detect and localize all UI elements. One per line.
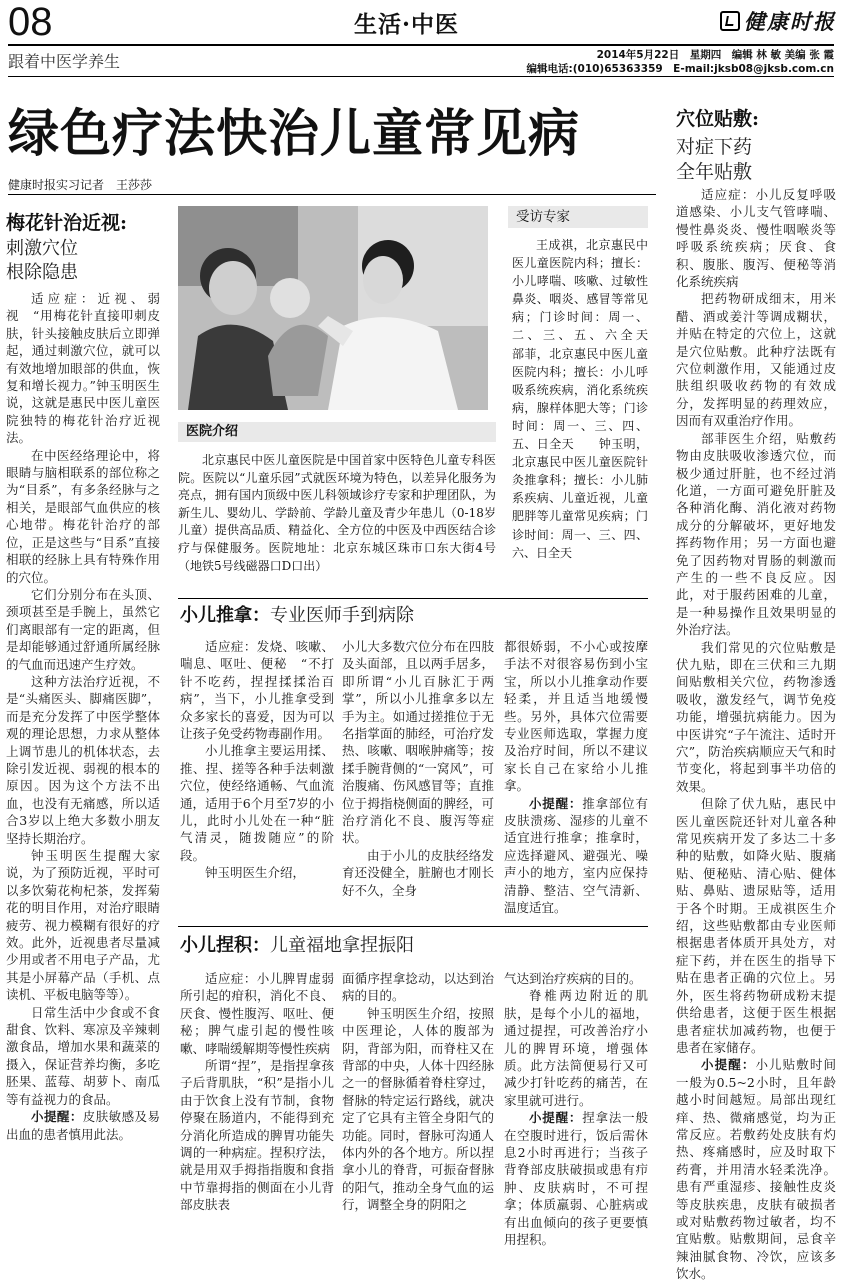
paragraph: 小儿大多数穴位分布在四肢及头面部，且以两手居多，即所谓“小儿百脉汇于两掌”，所以小儿推拿多以左手为主。如通过搓推位于无名指掌面的肺经，可治疗发热、咳嗽、咽喉肿痛等；按揉手腕背侧的“一窝风”，可治腹痛、伤风感冒等；直推位于拇指桡侧面的脾经，可治疗消化不良、腹泻等症状。	[342, 639, 494, 846]
tip-label: 小提醒：	[701, 1057, 756, 1073]
page-number: 08	[8, 0, 53, 44]
tip-paragraph	[504, 1109, 648, 1248]
tip-label: 小提醒：	[529, 795, 583, 811]
tip-text: 小儿贴敷时间一般为0.5~2小时，且年龄越小时间越短。局部出现红痒、热、微痛感觉，均为正常反应。若敷药处皮肤有灼热、疼痛感时，应及时取下药膏，并用清水轻柔洗净。患有严重湿疹、接触性皮炎等皮肤疾患，皮肤有破损者或对贴敷药物过敏者，均不宜贴敷。贴敷期间，忌食辛辣油腻食物、冷饮，应该多饮水。	[676, 1057, 836, 1282]
hospital-intro-header: 医院介绍	[178, 422, 496, 442]
paragraph: 由于小儿的皮肤经络发育还没健全，脏腑也才刚长好不久，全身	[342, 847, 494, 898]
hospital-intro-box	[178, 422, 496, 590]
paragraph: 脊椎两边附近的肌肤，是每个小儿的福地，通过提捏，可改善治疗小儿的脾胃环境，增强体质。此方法简便易行又可减少打针吃药的痛苦，在家里就可进行。	[504, 988, 648, 1108]
paragraph: 它们分别分布在头顶、颈项甚至是手腕上，虽然它们离眼部有一定的距离，但是却能够通过舒通所属经脉的气血而迅速产生疗效。	[6, 586, 160, 672]
paragraph: 但除了伏九贴，惠民中医儿童医院还针对儿童各种常见疾病开发了多达二十多种的贴敷，如降火贴、腹痛贴、便秘贴、清心贴、健体贴、鼻贴、遗尿贴等，适用于各个时期。王成祺医生介绍，这些贴敷都由专业医师根据患者体质开具处方，对症下药，并在医生的指导下贴在患者正确的穴位上。另外，医生将药物研成粉末提供给患者，这便于医生根据患者症状加减药物，也便于患者在家储存。	[676, 796, 836, 1055]
date-line: 2014年5月22日 星期四 编辑 林 敏 美编 张 霞	[596, 49, 834, 61]
experts-box	[508, 206, 673, 596]
s1-subtitle-2: 根除隐患	[6, 262, 78, 283]
s2-col-1	[180, 638, 334, 882]
contact-line: 编辑电话:(010)65363359 E-mail:jksb08@jksb.com.cn	[526, 63, 834, 75]
paragraph: 适应症：发烧、咳嗽、喘息、呕吐、便秘 “不打针不吃药，捏捏揉揉治百病”，当下，小儿推拿受到众多家长的喜爱，因为可以让孩子免受药物毒副作用。	[180, 639, 334, 742]
s3-subtitle: 儿童福地拿捏振阳	[270, 935, 414, 956]
paragraph: 适应症：小儿脾胃虚弱所引起的疳积，消化不良、厌食、慢性腹泻、呕吐、便秘；脾气虚引起的慢性咳嗽、哮喘缓解期等慢性疾病	[180, 971, 334, 1056]
s2-subtitle: 专业医师手到病除	[270, 605, 414, 626]
s3-heading	[180, 934, 414, 958]
tip-paragraph	[676, 1056, 836, 1282]
s3-col-2	[342, 970, 494, 1214]
paragraph: 适应症：近视、弱视 “用梅花针直接叩刺皮肤，针头接触皮肤后立即弹起，通过刺激穴位，就可以有效地增加眼部的供血，恢复和增长视力。”钟玉明医生说，这就是惠民中医儿童医院独特的梅花针治疗近视法。	[6, 291, 160, 446]
s4-subtitle-1: 对症下药	[676, 136, 753, 158]
logo-text: 健康时报	[744, 9, 836, 34]
experts-text: 王成祺，北京惠民中医儿童医院内科；擅长：小儿哮喘、咳嗽、过敏性鼻炎、咽炎、感冒等常见病；门诊时间：周一、二、三、五、六全天 部菲，北京惠民中医儿童医院内科；擅长：小儿呼吸系统疾病，消化系统疾病，腺样体肥大等；门诊时间：周一、三、四、五、日全天 钟玉明，北京惠民中医儿童医院针灸推拿科；擅长：小儿肺系疾病、儿童近视，儿童肥胖等儿童常见疾病；门诊时间：周一、三、四、六、日全天	[512, 238, 673, 560]
section-title: 生活·中医	[354, 11, 460, 38]
s3-title: 小儿捏积：	[180, 935, 270, 956]
tip-paragraph	[504, 795, 648, 917]
paragraph: 适应症：小儿反复呼吸道感染、小儿支气管哮喘、慢性鼻炎炎、慢性咽喉炎等呼吸系统疾病；厌食、食积、腹胀、腹泻、便秘等消化系统疾病	[676, 187, 836, 290]
s2-title: 小儿推拿：	[180, 605, 270, 626]
s1-subtitle-1: 刺激穴位	[6, 238, 78, 259]
tip-label: 小提醒：	[31, 1109, 83, 1125]
s4-title: 穴位贴敷:	[676, 108, 760, 130]
paragraph: 我们常见的穴位贴敷是伏九贴，即在三伏和三九期间贴敷相关穴位，药物渗透吸收，激发经气，调节免疫功能，增强抗病能力。因为中医讲究“子午流注、适时开穴”，防治疾病顺应天气和时节变化，将起到事半功倍的效果。	[676, 639, 836, 794]
tip-text: 捏拿法一般在空腹时进行，饭后需休息2小时再进行；当孩子背脊部皮肤破损或患有疖肿、皮肤病时，不可捏拿；体质羸弱、心脏病或有出血倾向的孩子更要慎用捏积。	[504, 1110, 648, 1248]
logo-mark-icon	[720, 11, 740, 31]
tip-paragraph	[6, 1108, 160, 1143]
paragraph: 部菲医生介绍，贴敷药物由皮肤吸收渗透穴位，而极少通过肝脏，也不经过消化道，一方面可避免肝脏及各种消化酶、消化液对药物成分的分解破坏，更好地发挥药物作用；另一方面也避免了因药物对胃肠的刺激而产生的一些不良反应。因此，对于服药困难的儿童，是一种易操作且效果明显的外治疗法。	[676, 430, 836, 638]
paragraph: 面循序捏拿捻动，以达到治病的目的。	[342, 971, 494, 1004]
paragraph: 都很娇弱，不小心或按摩手法不对很容易伤到小宝宝，所以小儿推拿动作要轻柔，并且适当地缓慢些。另外，具体穴位需要专业医师选取，掌握力度及治疗时间，所以不建议家长自己在家给小儿推拿。	[504, 639, 648, 794]
paragraph: 在中医经络理论中，将眼睛与脑相联系的部位称之为“目系”，有多条经脉与之相关，是眼部气血供应的核心地带。梅花针治疗的部位，正是这些与“目系”直接相联的经脉上具有特殊作用的穴位。	[6, 447, 160, 585]
paragraph: 钟玉明医生介绍，	[205, 865, 306, 881]
s4-body	[676, 186, 836, 1283]
tip-text: 皮肤敏感及易出血的患者慎用此法。	[6, 1109, 160, 1142]
paragraph: 钟玉明医生提醒大家说，为了预防近视，平时可以多饮菊花枸杞茶，发挥菊花的明目作用，对治疗眼睛疲劳、视力模糊有很好的疗效。此外，近视患者尽量减少用或者不用电子产品，尤其是小屏幕产品（手机、点读机、平板电脑等等）。	[6, 848, 160, 1003]
s2-col-3	[504, 638, 648, 917]
s1-title: 梅花针治近视:	[6, 212, 128, 234]
headline: 绿色疗法快治儿童常见病	[8, 104, 581, 164]
s2-col-2	[342, 638, 494, 899]
paragraph: 小儿推拿主要运用揉、推、捏、搓等各种手法刺激穴位，使经络通畅、气血流通，适用于6个月至7岁的小儿，此时小儿处在一种“脏气清灵，随拨随应”的阶段。	[180, 743, 334, 863]
paragraph: 日常生活中少食或不食甜食、饮料、寒凉及辛辣刺激食品，增加水果和蔬菜的摄入，保证营养均衡，多吃胚果、蓝莓、胡萝卜、南瓜等有益视力的食品。	[6, 1004, 160, 1107]
s1-body	[6, 290, 160, 1143]
paragraph: 这种方法治疗近视，不是“头痛医头、脚痛医脚”，而是充分发挥了中医学整体观的理论思想，力求从整体上调节患儿的机体状态，去除引发近视、弱视的根本的原因。因为这个方法不出血，也没有无痛感，所以适合3岁以上绝大多数小朋友坚持长期治疗。	[6, 673, 160, 846]
tip-text: 推拿部位有皮肤溃疡、湿疹的儿童不适宜进行推拿；推拿时，应选择避风、避强光、噪声小的地方，室内应保持清静、整洁、空气清新、温度适宜。	[504, 795, 648, 916]
s2-heading	[180, 604, 414, 628]
byline: 健康时报实习记者 王莎莎	[8, 178, 153, 192]
s3-col-3	[504, 970, 648, 1249]
photo-doctor-treating-child	[178, 206, 488, 410]
tip-label: 小提醒：	[529, 1110, 583, 1126]
paragraph: 所谓“捏”，是指捏拿孩子后背肌肤，“积”是指小儿由于饮食上没有节制，食物停聚在肠道内，不能得到充分消化所造成的脾胃功能失调的一种病症。捏积疗法，就是用双手拇指指腹和食指中节靠拇指的侧面在小儿背部皮肤表	[180, 1058, 334, 1213]
hospital-intro-text: 北京惠民中医儿童医院是中国首家中医特色儿童专科医院。医院以“儿童乐园”式就医环境为特色，以差异化服务为亮点，拥有国内顶级中医儿科领域诊疗专家和护理团队，为新生儿、婴幼儿、学龄前、学龄儿童及青少年患儿（0-18岁儿童）提供高品质、精益化、全方位的中医及中西医结合诊疗与保健服务。医院地址：北京东城区珠市口东大街4号（地铁5号线磁器口D口出）	[178, 453, 496, 573]
s3-col-1	[180, 970, 334, 1214]
paper-logo	[720, 6, 836, 36]
paragraph: 钟玉明医生介绍，按照中医理论，人体的腹部为阴，背部为阳，而脊柱又在背部的中央，人体十四经脉之一的督脉循着脊柱穿过，督脉的特定运行路线，就决定了它具有主管全身阳气的功能。同时，督脉可沟通人体内外的各个地方。所以捏拿小儿的脊背，可振奋督脉的阳气，推动全身气血的运行，调整全身的阴阳之	[342, 1005, 494, 1213]
column-name: 跟着中医学养生	[8, 52, 121, 71]
experts-header: 受访专家	[508, 206, 648, 228]
s4-subtitle-2: 全年贴敷	[676, 161, 753, 183]
paragraph: 气达到治疗疾病的目的。	[504, 971, 642, 986]
paragraph: 把药物研成细末，用米醋、酒或姜汁等调成糊状，并贴在特定的穴位上，这就是穴位贴敷。此种疗法既有穴位刺激作用，又能通过皮肤组织吸收药物的有效成分，发挥明显的药理效应，因而有双重治疗作用。	[676, 291, 836, 429]
